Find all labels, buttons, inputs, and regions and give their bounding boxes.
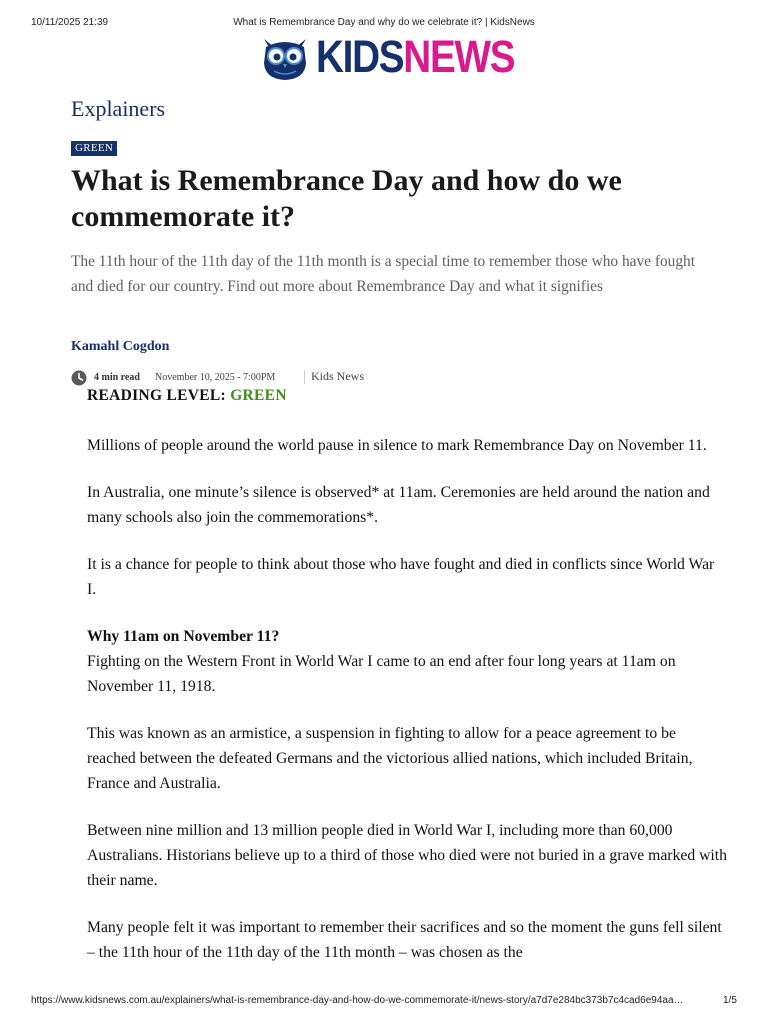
reading-level-label: READING LEVEL: bbox=[87, 387, 226, 404]
read-time: 4 min read bbox=[94, 372, 140, 383]
site-logo[interactable] bbox=[260, 33, 520, 81]
logo-wordmark: KIDSNEWS bbox=[316, 31, 515, 82]
print-footer bbox=[0, 995, 768, 1009]
author-link[interactable]: Kamahl Cogdon bbox=[71, 339, 170, 354]
publish-date: November 10, 2025 - 7:00PM bbox=[155, 372, 276, 383]
body-paragraph: Fighting on the Western Front in World War I came to an end after four long years at 11am on November 11, 1918. bbox=[87, 653, 676, 695]
owl-logo-icon bbox=[260, 33, 310, 81]
source-label: Kids News bbox=[311, 369, 364, 383]
article-headline: What is Remembrance Day and how do we commemorate it? bbox=[71, 164, 622, 233]
body-paragraph: This was known as an armistice, a suspension in fighting to allow for a peace agreement to be reached between the defeated Germans and the victorious allied nations, which included Britain, France and Australia. bbox=[87, 725, 693, 792]
clock-icon bbox=[71, 370, 87, 386]
print-url: https://www.kidsnews.com.au/explainers/what-is-remembrance-day-and-how-do-we-commemorate-it/news-story/a7d7e284bc373b7c4cad6e94aa… bbox=[31, 995, 684, 1006]
reading-level-tag[interactable]: GREEN bbox=[71, 141, 117, 156]
article-standfirst: The 11th hour of the 11th day of the 11th month is a special time to remember those who have fought and died for our country. Find out more about Remembrance Day and what it signifies bbox=[71, 253, 696, 295]
body-paragraph: Many people felt it was important to remember their sacrifices and so the moment the guns fell silent – the 11th hour of the 11th day of the 11th month – was chosen as the bbox=[87, 919, 722, 961]
print-page-title: What is Remembrance Day and why do we celebrate it? | KidsNews bbox=[233, 17, 535, 28]
body-paragraph: It is a chance for people to think about those who have fought and died in conflicts since World War I. bbox=[87, 556, 715, 598]
body-paragraph: Millions of people around the world pause in silence to mark Remembrance Day on November 11. bbox=[87, 437, 707, 454]
reading-level bbox=[87, 387, 287, 405]
print-header bbox=[0, 17, 768, 31]
page-number: 1/5 bbox=[723, 995, 737, 1006]
meta-divider bbox=[304, 370, 305, 384]
body-subheading: Why 11am on November 11? bbox=[87, 628, 280, 645]
article-body bbox=[87, 433, 727, 987]
print-timestamp: 10/11/2025 21:39 bbox=[31, 17, 109, 28]
reading-level-value: GREEN bbox=[230, 387, 287, 404]
body-paragraph: In Australia, one minute’s silence is observed* at 11am. Ceremonies are held around the nation and many schools also join the commemorations*. bbox=[87, 484, 710, 526]
section-link[interactable]: Explainers bbox=[71, 96, 166, 121]
body-paragraph: Between nine million and 13 million people died in World War I, including more than 60,000 Australians. Historians believe up to a third of those who died were not buried in a grave marked with their name. bbox=[87, 822, 727, 889]
article-meta bbox=[71, 367, 471, 387]
